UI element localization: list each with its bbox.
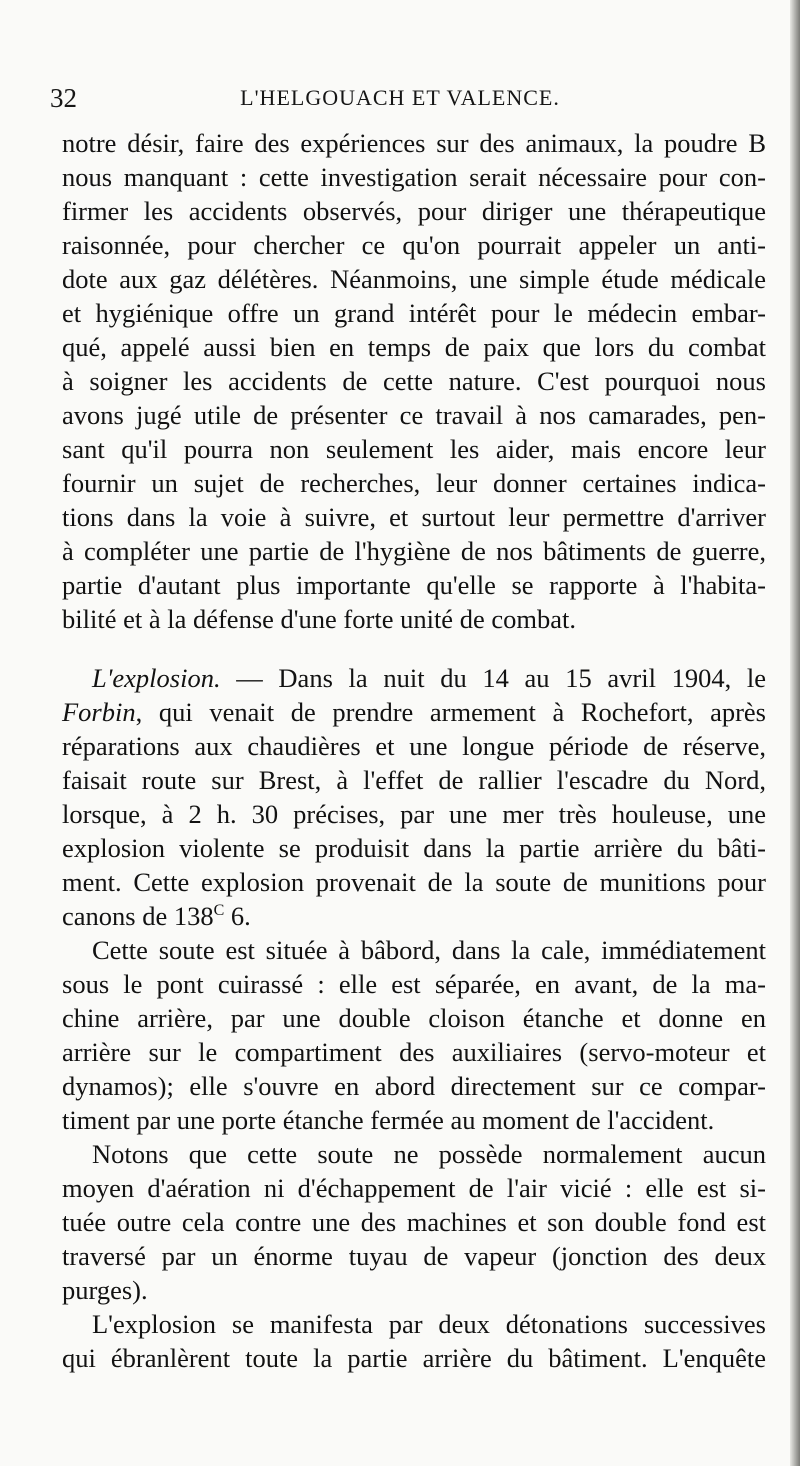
text-line: fournir un sujet de recherches, leur donner certaines indica-: [62, 468, 766, 498]
text-line: raisonnée, pour chercher ce qu'on pourrait appeler un anti-: [62, 230, 766, 260]
caliber-superscript: C: [213, 902, 225, 920]
text-line: partie d'autant plus importante qu'elle se rapporte à l'habita-: [62, 570, 766, 600]
text-line: [62, 899, 766, 933]
text-line: réparations aux chaudières et une longue période de réserve,: [62, 731, 766, 761]
title-dash: —: [220, 663, 279, 693]
page-header: [0, 83, 800, 115]
body-text: [62, 126, 766, 1375]
section-gap: [62, 636, 766, 661]
text-line: moyen d'aération ni d'échappement de l'air vicié : elle est si-: [62, 1173, 766, 1203]
text-line: explosion violente se produisit dans la partie arrière du bâti-: [62, 833, 766, 863]
text-line: Notons que cette soute ne possède normalement aucun: [92, 1139, 766, 1169]
text-line: tions dans la voie à suivre, et surtout leur permettre d'arriver: [62, 502, 766, 532]
text-line: firmer les accidents observés, pour diriger une thérapeutique: [62, 196, 766, 226]
text-line: bilité et à la défense d'une forte unité de combat.: [62, 604, 576, 634]
text-line: timent par une porte étanche fermée au moment de l'accident.: [62, 1105, 715, 1135]
page-number: 32: [50, 83, 77, 113]
line-text: Dans la nuit du 14 au 15 avril 1904, le: [278, 663, 767, 693]
text-line: L'explosion se manifesta par deux détonations successives: [92, 1309, 766, 1339]
line-text: 6.: [224, 901, 251, 931]
text-line: avons jugé utile de présenter ce travail à nos camarades, pen-: [62, 400, 766, 430]
paragraph-detonations: [62, 1307, 766, 1375]
text-line: dynamos); elle s'ouvre en abord directement sur ce compar-: [62, 1071, 766, 1101]
text-line: nous manquant : cette investigation serait nécessaire pour con-: [62, 162, 766, 192]
text-line: à compléter une partie de l'hygiène de nos bâtiments de guerre,: [62, 536, 766, 566]
text-line: ment. Cette explosion provenait de la soute de munitions pour: [62, 867, 766, 897]
paragraph-notons: [62, 1137, 766, 1307]
paragraph-explosion: [62, 661, 766, 933]
text-line: qué, appelé aussi bien en temps de paix que lors du combat: [62, 332, 766, 362]
text-line: purges).: [62, 1275, 148, 1305]
text-line: faisait route sur Brest, à l'effet de rallier l'escadre du Nord,: [62, 765, 766, 795]
text-line: Cette soute est située à bâbord, dans la cale, immédiatement: [92, 935, 766, 965]
text-line: sant qu'il pourra non seulement les aider, mais encore leur: [62, 434, 766, 464]
text-line: tuée outre cela contre une des machines et son double fond est: [62, 1207, 766, 1237]
page-edge-shadow: [790, 0, 800, 1466]
ship-name: Forbin: [62, 697, 136, 727]
text-line: [62, 695, 766, 729]
text-line: et hygiénique offre un grand intérêt pour le médecin embar-: [62, 298, 766, 328]
text-line: notre désir, faire des expériences sur des animaux, la poudre B: [62, 128, 766, 158]
text-line: à soigner les accidents de cette nature. C'est pourquoi nous: [62, 366, 766, 396]
paragraph-intro: [62, 126, 766, 636]
text-line: chine arrière, par une double cloison étanche et donne en: [62, 1003, 766, 1033]
running-title: L'HELGOUACH ET VALENCE.: [240, 85, 560, 110]
text-line: sous le pont cuirassé : elle est séparée, en avant, de la ma-: [62, 969, 766, 999]
paragraph-soute: [62, 933, 766, 1137]
line-text: canons de 138: [62, 901, 214, 931]
text-line: [62, 661, 766, 695]
text-line: traversé par un énorme tuyau de vapeur (jonction des deux: [62, 1241, 766, 1271]
text-line: qui ébranlèrent toute la partie arrière du bâtiment. L'enquête: [62, 1343, 766, 1373]
section-title: L'explosion.: [92, 663, 221, 693]
text-line: lorsque, à 2 h. 30 précises, par une mer très houleuse, une: [62, 799, 766, 829]
text-line: dote aux gaz délétères. Néanmoins, une simple étude médicale: [62, 264, 766, 294]
line-text: , qui venait de prendre armement à Rochefort, après: [135, 697, 766, 727]
text-line: arrière sur le compartiment des auxiliaires (servo-moteur et: [62, 1037, 766, 1067]
